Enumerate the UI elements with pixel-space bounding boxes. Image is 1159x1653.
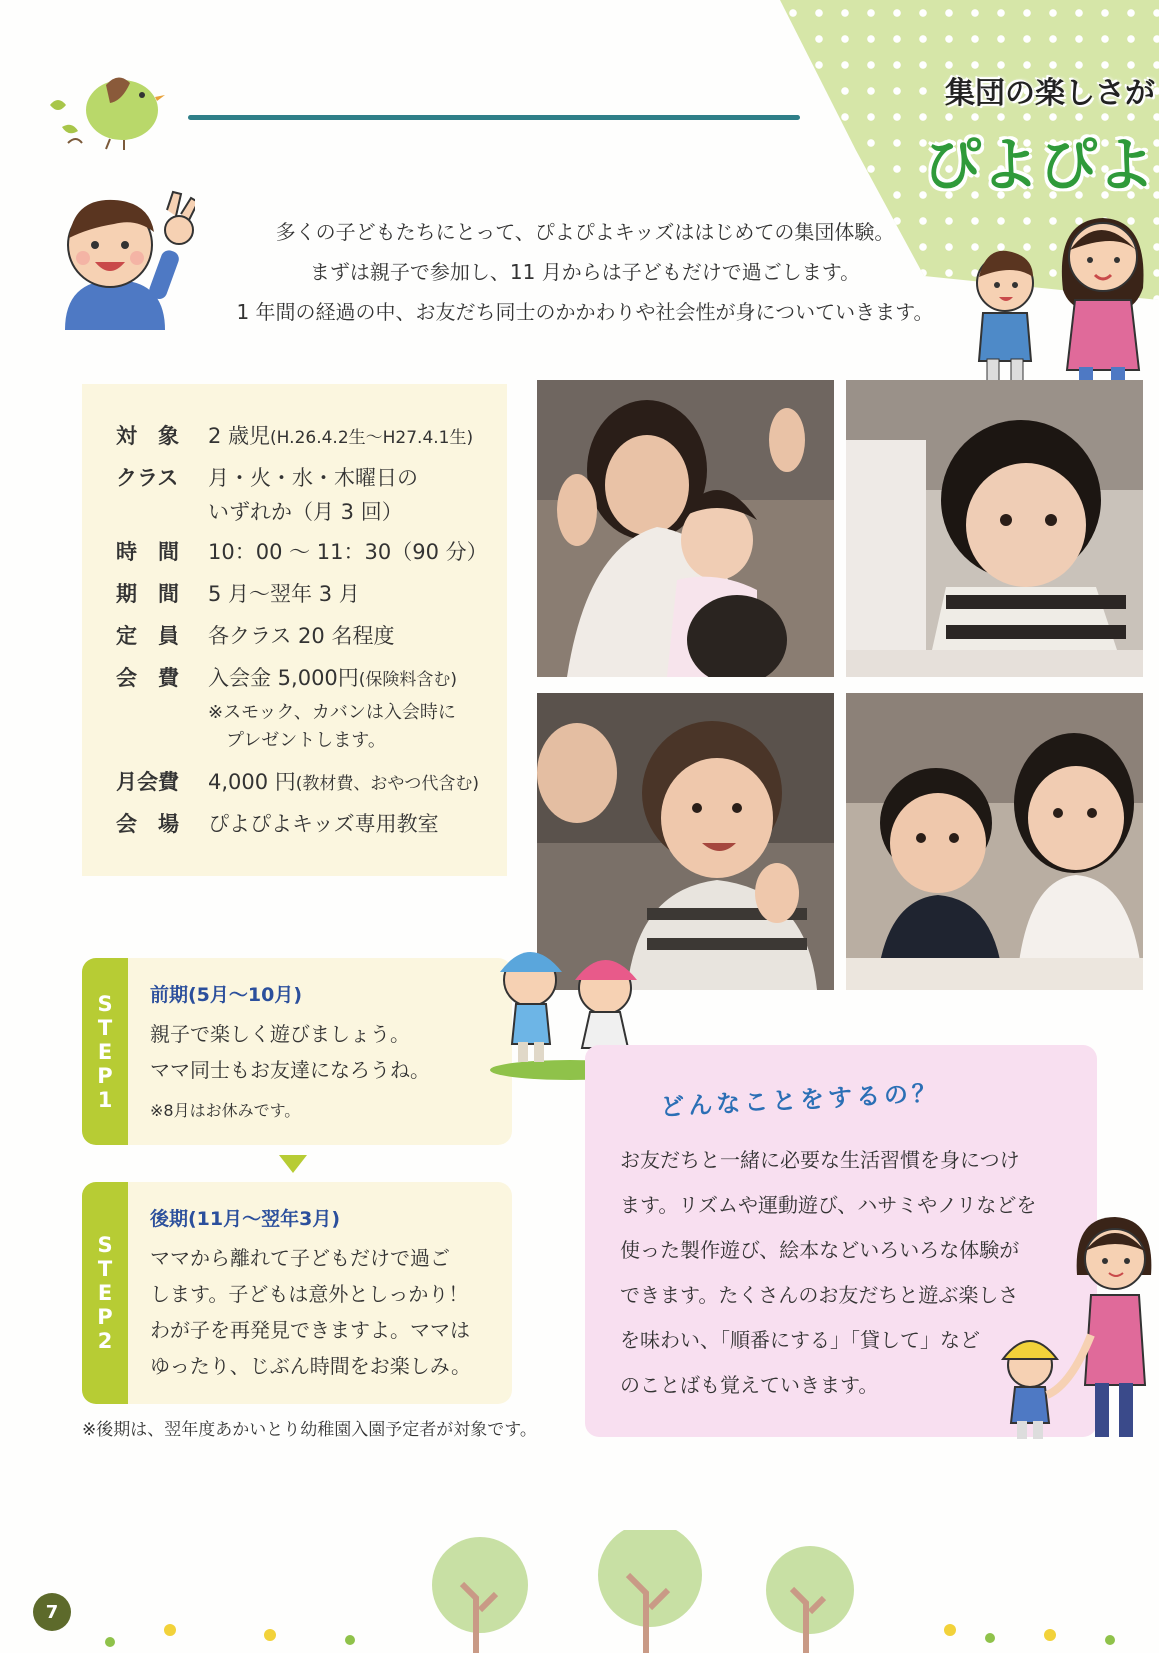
- info-box: [82, 384, 507, 876]
- info-label: 時 間: [116, 540, 179, 564]
- step2-tab: [82, 1182, 128, 1404]
- intro-line: まずは親子で参加し、11 月からは子どもだけで過ごします。: [309, 260, 861, 284]
- info-note: (教材費、おやつ代含む): [295, 774, 480, 794]
- step-tab-letter: P: [97, 1063, 113, 1088]
- step2-title: 後期(11月〜翌年3月): [150, 1208, 341, 1230]
- info-label: 定 員: [116, 624, 179, 648]
- step-tab-letter: P: [97, 1305, 113, 1329]
- info-value: 各クラス 20 名程度: [208, 624, 395, 648]
- step2-text: ゆったり、じぶん時間をお楽しみ。: [150, 1354, 471, 1378]
- info-fee: [116, 662, 457, 692]
- photo-mother-waving: [537, 380, 834, 677]
- activities-line: を味わい、「順番にする」「貸して」など: [620, 1328, 980, 1352]
- info-class: [116, 462, 418, 492]
- info-label: 月会費: [116, 770, 179, 794]
- info-fee-sub: プレゼントします。: [208, 730, 386, 751]
- info-value: 4,000 円: [208, 770, 296, 794]
- step-tab-letter: E: [97, 1039, 113, 1064]
- activities-line: 使った製作遊び、絵本などいろいろな体験が: [620, 1238, 1020, 1262]
- mother-child-icon: [975, 195, 1155, 395]
- step1-text: 親子で楽しく遊びましょう。: [150, 1022, 410, 1046]
- info-value: 10：00 〜 11：30（90 分）: [208, 540, 488, 564]
- step-tab-letter: S: [97, 1233, 113, 1257]
- info-label: クラス: [116, 466, 179, 490]
- step2-text: わが子を再発見できますよ。ママは: [150, 1318, 470, 1342]
- info-value: ぴよぴよキッズ専用教室: [208, 812, 439, 836]
- step1-tab: [82, 958, 128, 1145]
- page-number: 7: [33, 1593, 71, 1631]
- step-tab-letter: S: [97, 991, 113, 1016]
- step-tab-letter: 1: [97, 1087, 113, 1112]
- step1-box: [82, 958, 512, 1145]
- info-value: 2 歳児: [208, 424, 271, 448]
- info-period: [116, 578, 360, 608]
- step2-text: ママから離れて子どもだけで過ご: [150, 1246, 450, 1270]
- step2-text: します。子どもは意外としっかり！: [150, 1282, 469, 1306]
- tree-icon: [90, 1530, 1150, 1653]
- info-fee-sub: ※スモック、カバンは入会時に: [208, 702, 456, 723]
- step-arrow-icon: [279, 1155, 307, 1173]
- info-value: 入会金 5,000円: [208, 666, 359, 690]
- step-tab-letter: T: [97, 1015, 113, 1040]
- step-tab-letter: E: [97, 1281, 113, 1305]
- teacher-child-icon: [995, 1215, 1155, 1445]
- step-tab-letter: 2: [97, 1329, 113, 1353]
- photo-boy-looking: [846, 380, 1143, 677]
- info-label: 会 費: [116, 666, 179, 690]
- info-venue: [116, 808, 439, 838]
- photo-two-toddlers: [846, 693, 1143, 990]
- activities-line: お友だちと一緒に必要な生活習慣を身につけ: [620, 1148, 1020, 1172]
- info-value: 月・火・水・木曜日の: [208, 466, 418, 490]
- step2-box: [82, 1182, 512, 1404]
- info-label: 期 間: [116, 582, 179, 606]
- info-value: 5 月〜翌年 3 月: [208, 582, 360, 606]
- step1-note: ※8月はお休みです。: [150, 1101, 301, 1120]
- footnote: ※後期は、翌年度あかいとり幼稚園入園予定者が対象です。: [82, 1420, 537, 1440]
- info-target: [116, 420, 473, 450]
- info-note: (H.26.4.2生〜H27.4.1生): [270, 428, 474, 448]
- info-label: 会 場: [116, 812, 179, 836]
- info-class-line2: いずれか（月 3 回）: [208, 500, 403, 524]
- bird-icon: [40, 55, 165, 150]
- step1-title: 前期(5月〜10月): [150, 984, 303, 1006]
- activities-line: のことばも覚えていきます。: [620, 1373, 879, 1397]
- step1-text: ママ同士もお友達になろうね。: [150, 1058, 430, 1082]
- activities-title: どんなことをするの？: [659, 1078, 941, 1122]
- page-title-line1: 集団の楽しさが: [945, 76, 1155, 111]
- page-title-line2: ぴよぴよ: [922, 131, 1155, 199]
- header-divider: [188, 115, 800, 120]
- info-note: (保険料含む): [358, 670, 458, 690]
- info-capacity: [116, 620, 394, 650]
- intro-text: [180, 212, 990, 332]
- intro-line: 1 年間の経過の中、お友だち同士のかかわりや社会性が身についていきます。: [236, 300, 934, 324]
- boy-peace-icon: [55, 190, 195, 330]
- info-monthly: [116, 766, 479, 796]
- intro-line: 多くの子どもたちにとって、ぴよぴよキッズははじめての集団体験。: [275, 220, 895, 244]
- info-time: [116, 536, 488, 566]
- step-tab-letter: T: [97, 1257, 113, 1281]
- activities-line: ます。リズムや運動遊び、ハサミやノリなどを: [620, 1193, 1037, 1217]
- activities-line: できます。たくさんのお友だちと遊ぶ楽しさ: [620, 1283, 1019, 1307]
- info-label: 対 象: [116, 424, 179, 448]
